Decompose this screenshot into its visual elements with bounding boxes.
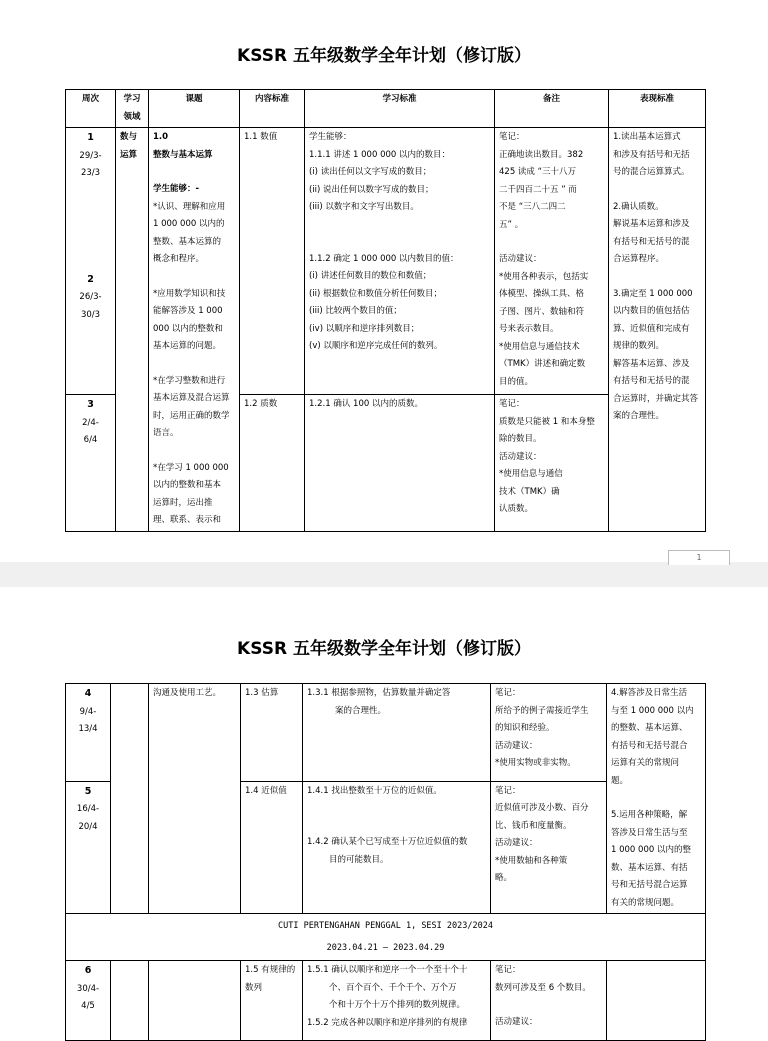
content-standard-cell: 1.1 数值 — [240, 128, 305, 395]
learning-standard-cell: 1.5.1 确认以顺序和逆序一个一个至十个十 个、百个百个、千个千个、万个万 个和十万个十万个排列的数列规律。 1.5.2 完成各种以顺序和逆序排列的有规律 — [303, 961, 491, 1041]
topic-line — [153, 269, 235, 286]
note-line: 笔记： — [495, 965, 521, 975]
learning-standard-line: 1.1.2 确定 1 000 000 以内数目的值： — [309, 253, 459, 264]
performance-line: 与至 1 000 000 以内 — [611, 705, 694, 716]
topic-line: 基本运算的问题。 — [153, 341, 222, 351]
learning-area-cell — [111, 684, 149, 914]
note-line: *使用信息与通信技术 — [499, 341, 580, 352]
note-line: 质数是只能被 1 和本身整 — [499, 416, 595, 427]
performance-line: 有括号和无括号的混 — [613, 236, 690, 247]
note-line: 除的数目。 — [499, 434, 542, 445]
performance-line: 解答基本运算、涉及 — [613, 358, 690, 369]
week-1: 1 29/3- 23/3 — [79, 132, 102, 178]
note-line: 正确地读出数目。382 — [499, 149, 584, 160]
note-line: 所给予的例子需接近学生 — [495, 705, 589, 716]
performance-line: 1.读出基本运算式 — [613, 132, 681, 142]
performance-line: 5.运用各种策略，解 — [611, 810, 688, 820]
performance-line: 答涉及日常生活与至 — [611, 827, 688, 838]
page-gap — [0, 562, 768, 587]
performance-line: 有关的常规问题。 — [611, 897, 680, 908]
topic-line: *认识、理解和应用 — [153, 201, 226, 212]
week-cell — [66, 128, 116, 395]
note-line: *使用实物或非实物。 — [495, 758, 576, 768]
notes-cell — [495, 395, 609, 531]
learning-standard-line — [309, 217, 490, 234]
content-standard-cell: 1.2 质数 — [240, 395, 305, 531]
performance-line: 1 000 000 以内的整 — [611, 845, 691, 855]
learning-standard-line: (iii) 比较两个数目的值； — [309, 306, 402, 316]
week-3: 3 2/4- 6/4 — [66, 395, 116, 531]
performance-line: 3.确定至 1 000 000 — [613, 288, 693, 299]
topic-line: 整数、基本运算的 — [153, 236, 222, 247]
performance-line — [611, 790, 701, 807]
note-line: 子图、图片、数轴和符 — [499, 306, 585, 317]
learning-standard-line: (i) 读出任何以文字写成的数目； — [309, 167, 432, 177]
learning-standard-line: (ii) 根据数位和数值分析任何数目； — [309, 288, 443, 299]
performance-line: 规律的数列。 — [613, 341, 665, 351]
note-line: 略。 — [495, 873, 513, 883]
note-line: （TMK）讲述和确定数 — [499, 359, 586, 369]
note-line: 笔记： — [495, 785, 521, 796]
performance-line — [613, 182, 701, 199]
header-learning-standard: 学习标准 — [305, 90, 495, 128]
note-line: 的知识和经验。 — [495, 723, 555, 733]
note-line: 数列可涉及至 6 个数目。 — [495, 982, 591, 993]
note-line: 笔记： — [495, 688, 521, 698]
learning-standard-line: (v) 以顺序和逆序完成任何的数列。 — [309, 341, 443, 351]
topic-line: *在学习整数和进行 — [153, 375, 226, 386]
performance-line: 合运算程序。 — [613, 254, 665, 264]
notes-cell — [491, 961, 607, 1041]
note-line: 体模型、操纵工具、格 — [499, 289, 585, 299]
learning-standard-cell: 1.3.1 根据参照物，估算数量并确定答 案的合理性。 — [303, 684, 491, 782]
performance-line: 有括号和无括号混合 — [611, 740, 688, 751]
content-standard-cell: 1.3 估算 — [241, 684, 303, 782]
performance-standard-cell — [609, 128, 706, 532]
note-line: 活动建议： — [495, 1017, 538, 1027]
learning-standard-cell: 1.2.1 确认 100 以内的质数。 — [305, 395, 495, 531]
content-standard-cell: 1.5 有规律的 数列 — [241, 961, 303, 1041]
topic-line — [153, 443, 235, 460]
note-line: 活动建议： — [495, 740, 538, 751]
learning-standard-line: (i) 讲述任何数目的数位和数值； — [309, 271, 432, 281]
header-content-standard: 内容标准 — [240, 90, 305, 128]
note-line: *使用各种表示，包括实 — [499, 271, 589, 282]
topic-line: *应用数学知识和技 — [153, 288, 226, 299]
note-line: 认质数。 — [499, 504, 534, 515]
note-line: 近似值可涉及小数、百分 — [495, 803, 589, 813]
performance-line: 号和无括号混合运算 — [611, 880, 688, 890]
learning-area-cell: 数与 运算 — [116, 128, 149, 532]
note-line: 比、钱币和度量衡。 — [495, 820, 572, 831]
learning-standard-line: 1.1.1 讲述 1 000 000 以内的数目： — [309, 149, 450, 160]
performance-line: 案的合理性。 — [613, 411, 665, 421]
content-standard-cell: 1.4 近似值 — [241, 781, 303, 914]
note-line: 目的值。 — [499, 376, 534, 387]
week-5: 5 16/4- 20/4 — [66, 781, 111, 914]
note-line: *使用信息与通信 — [499, 469, 563, 480]
note-line: 425 读成 “三十八万 — [499, 167, 577, 177]
page-title: KSSR 五年级数学全年计划（修订版） — [237, 46, 531, 66]
topic-cell — [149, 961, 241, 1041]
learning-area-cell — [111, 961, 149, 1041]
table-row — [66, 684, 706, 782]
table-header-row — [66, 90, 706, 128]
note-line: 号来表示数目。 — [499, 324, 559, 334]
note-line: 不是 “三八二四二 — [499, 202, 566, 212]
note-line: 活动建议： — [499, 451, 542, 462]
week-2: 2 26/3- 30/3 — [79, 273, 102, 320]
note-line: 活动建议： — [495, 838, 538, 848]
note-line: *使用数轴和各种策 — [495, 855, 568, 866]
week-6: 6 30/4- 4/5 — [66, 961, 111, 1041]
performance-line: 运算有关的常规问 — [611, 758, 680, 768]
performance-line: 数、基本运算、有括 — [611, 862, 688, 873]
note-line: 技术（TMK）确 — [499, 486, 560, 497]
notes-cell — [495, 128, 609, 395]
holiday-row — [66, 914, 706, 961]
topic-line: 运算时，运出推 — [153, 497, 213, 508]
notes-cell — [491, 781, 607, 914]
topic-line: *在学习 1 000 000 — [153, 462, 229, 473]
note-line: 笔记： — [499, 399, 525, 410]
note-line — [499, 234, 604, 251]
holiday-cell: CUTI PERTENGAHAN PENGGAL 1, SESI 2023/2024 2023.04.21 – 2023.04.29 — [66, 914, 706, 961]
topic-line: 能解答涉及 1 000 — [153, 306, 223, 316]
table-row — [66, 128, 706, 395]
learning-standard-cell — [305, 128, 495, 395]
week-4: 4 9/4- 13/4 — [66, 684, 111, 782]
header-topic: 课题 — [149, 90, 240, 128]
topic-line: 1 000 000 以内的 — [153, 219, 225, 229]
note-line: 二千四百二十五 ” 而 — [499, 184, 577, 195]
note-line: 五” 。 — [499, 219, 524, 230]
page-number: 1 — [668, 550, 730, 565]
topic-line: 时，运用正确的数学 — [153, 410, 230, 421]
performance-line: 2.确认质数。 — [613, 201, 664, 212]
performance-line: 以内数目的值包括估 — [613, 306, 690, 316]
learning-standard-line: (iv) 以顺序和逆序排列数目； — [309, 323, 420, 334]
note-line: 活动建议： — [499, 254, 542, 264]
table-row — [66, 961, 706, 1041]
learning-standard-line — [309, 234, 490, 251]
performance-standard-cell — [607, 961, 706, 1041]
topic-line: 000 以内的整数和 — [153, 323, 223, 334]
performance-line — [613, 269, 701, 286]
learning-standard-line: (ii) 说出任何以数字写成的数目； — [309, 184, 434, 195]
performance-line: 有括号和无括号的混 — [613, 376, 690, 386]
performance-line: 算、近似值和完成有 — [613, 323, 690, 334]
note-line: 笔记： — [499, 132, 525, 142]
document-page-2 — [0, 587, 768, 1028]
performance-line: 的整数、基本运算、 — [611, 723, 688, 733]
performance-standard-cell — [607, 684, 706, 914]
header-notes: 备注 — [495, 90, 609, 128]
note-line — [495, 997, 602, 1014]
performance-line: 号的混合运算算式。 — [613, 167, 690, 177]
header-performance-standard: 表现标准 — [609, 90, 706, 128]
header-area: 学习领域 — [116, 90, 149, 128]
topic-line: 以内的整数和基本 — [153, 480, 222, 490]
topic-line: 基本运算及混合运算 — [153, 393, 230, 403]
learning-standard-line: 学生能够： — [309, 132, 352, 142]
notes-cell — [491, 684, 607, 782]
learning-standard-cell: 1.4.1 找出整数至十万位的近似值。 1.4.2 确认某个已写成至十万位近似值的数 目的可能数目。 — [303, 781, 491, 914]
topic-line: 语言。 — [153, 428, 179, 438]
topic-cell: 沟通及使用工艺。 — [149, 684, 241, 914]
learning-standard-line: (iii) 以数字和文字写出数目。 — [309, 202, 419, 212]
performance-line: 4.解答涉及日常生活 — [611, 688, 688, 698]
header-week: 周次 — [66, 90, 116, 128]
yearly-plan-table — [65, 683, 706, 1041]
yearly-plan-table — [65, 89, 706, 532]
performance-line: 和涉及有括号和无括 — [613, 149, 690, 160]
topic-cell: 1.0 整数与基本运算 学生能够：- *认识、理解和应用 1 000 000 以内的 整数、基本运算的 概念和程序。 *应用数学知识和技 能解答涉及 1 000 000 以内的整数和 基本运算的问题。 *在学习整数和进行 基本运算及混合运算 时，运用正确的数学 语言。 *在学习 1 000 000 以内的整数和基本 运算时，运出推 理、联系、表示和 — [149, 128, 240, 532]
performance-line: 解说基本运算和涉及 — [613, 219, 690, 229]
topic-line: 概念和程序。 — [153, 254, 205, 264]
topic-line: 理、联系、表示和 — [153, 515, 222, 525]
topic-line — [153, 356, 235, 373]
performance-line: 合运算时，并确定其答 — [613, 393, 699, 404]
page-title: KSSR 五年级数学全年计划（修订版） — [237, 639, 531, 659]
performance-line: 题。 — [611, 775, 629, 786]
